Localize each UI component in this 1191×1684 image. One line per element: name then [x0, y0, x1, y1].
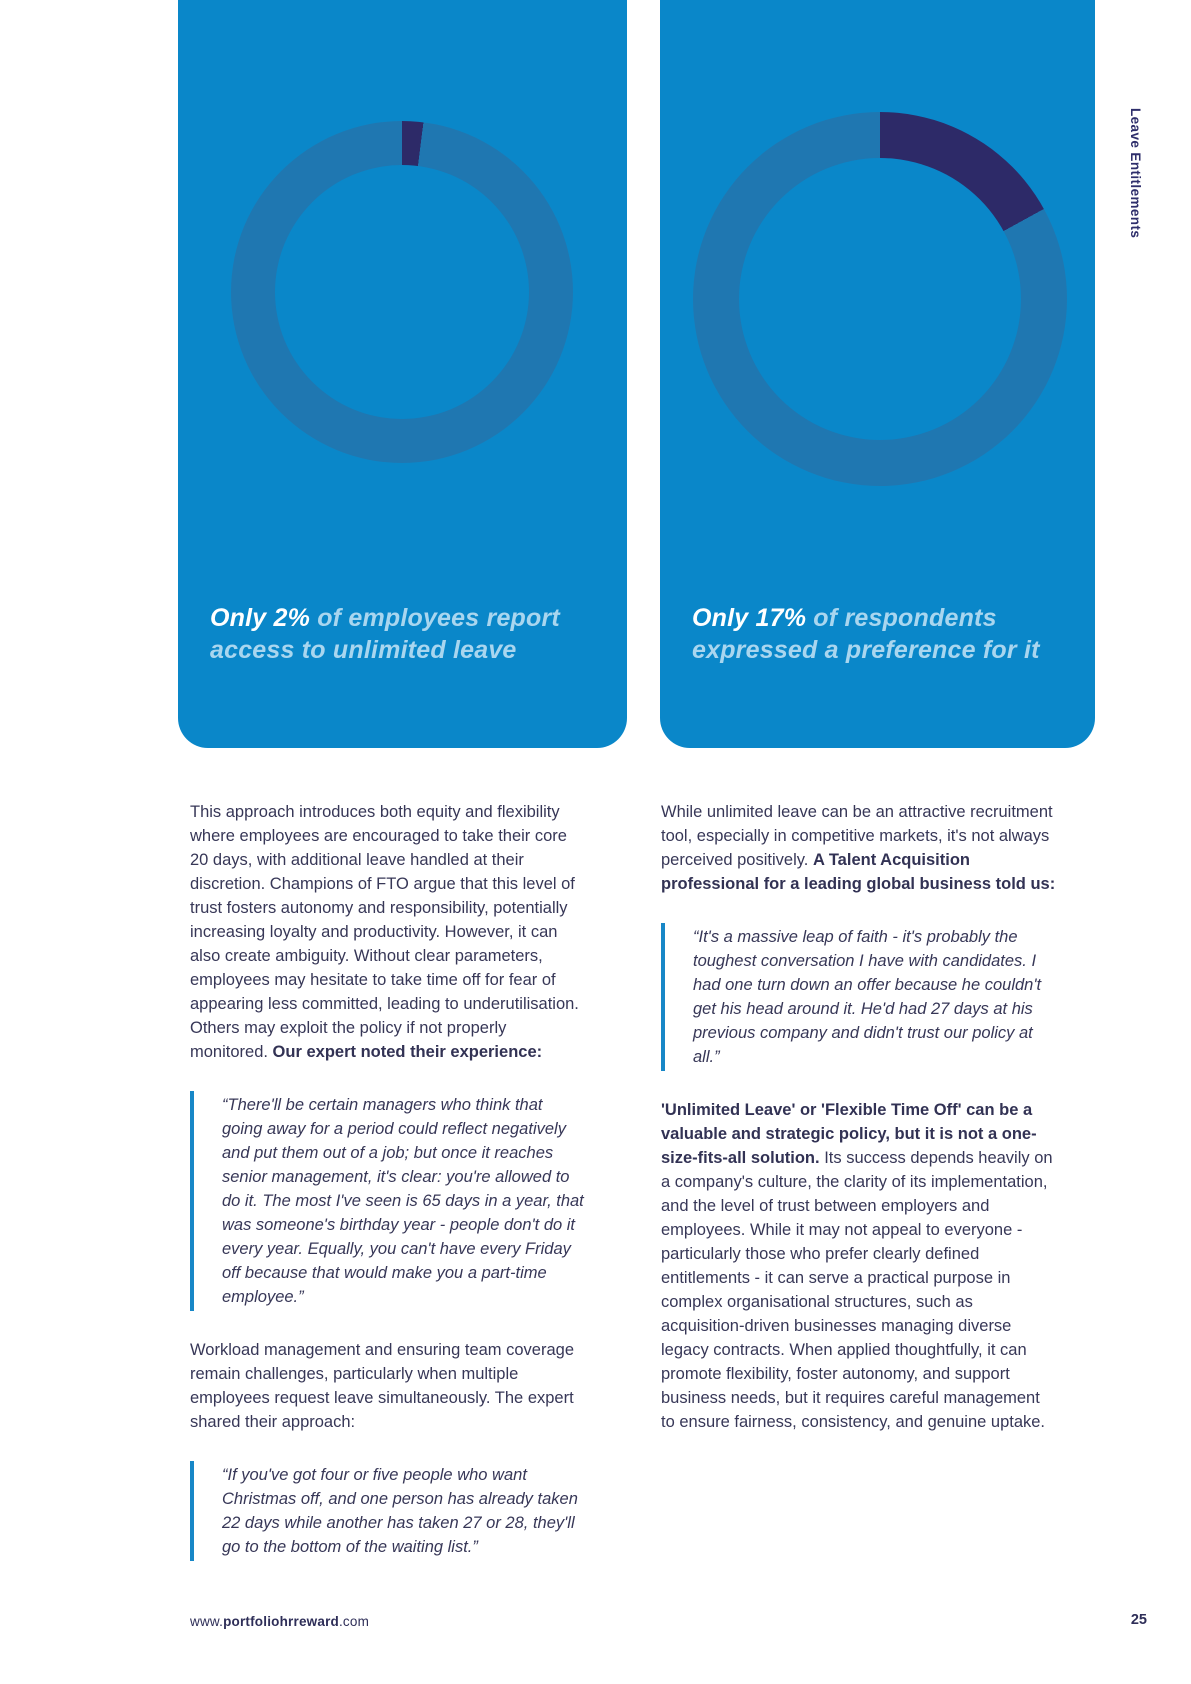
donut-hole — [739, 158, 1021, 440]
url-prefix: www. — [190, 1614, 224, 1629]
url-domain: portfoliohrreward — [223, 1614, 339, 1629]
donut-hole — [275, 165, 529, 419]
headline-stat-value: Only 2% — [210, 604, 311, 632]
card-headline — [210, 602, 605, 666]
expert-quote — [661, 923, 1057, 1071]
paragraph — [190, 1338, 585, 1434]
url-suffix: .com — [338, 1614, 370, 1629]
right-text-column — [661, 800, 1057, 1434]
footer-website-link[interactable] — [190, 1614, 369, 1629]
page-number: 25 — [1130, 1612, 1147, 1628]
headline-stat-text: of employees report access to unlimited leave — [210, 604, 560, 664]
left-text-column — [190, 800, 585, 1588]
headline-stat-text: of respondents expressed a preference for it — [692, 604, 1040, 664]
donut-chart-unlimited-leave-access — [231, 121, 573, 463]
paragraph — [190, 800, 585, 1064]
card-headline — [692, 602, 1073, 666]
headline-stat-value: Only 17% — [692, 604, 807, 632]
paragraph — [661, 1098, 1057, 1434]
quote-text: “It's a massive leap of faith - it's probably the toughest conversation I have with candidates. I had one turn down an offer because he couldn't get his head around it. He'd had 27 days at his previous company and didn't trust our policy at all.” — [693, 928, 1042, 1066]
quote-text: “There'll be certain managers who think that going away for a period could reflect negatively and put them out of a job; but once it reaches senior management, it's clear: you're allowed to do it. The most I've seen is 65 days in a year, that was someone's birthday year - people don't do it every year. Equally, you can't have every Friday off because that would make you a part-time employee.” — [222, 1096, 584, 1306]
stat-card-preference — [660, 0, 1095, 748]
section-label-vertical: Leave Entitlements — [1128, 108, 1143, 239]
paragraph-bold-leadout: A Talent Acquisition professional for a leading global business told us: — [661, 851, 1056, 893]
paragraph-bold-leadin: 'Unlimited Leave' or 'Flexible Time Off' can be a valuable and strategic policy, but it is not a one-size-fits-all solution. — [661, 1101, 1037, 1167]
paragraph-text: While unlimited leave can be an attractive recruitment tool, especially in competitive markets, it's not always perceived positively. — [661, 803, 1053, 869]
stat-card-unlimited-leave — [178, 0, 627, 748]
paragraph-text: Workload management and ensuring team coverage remain challenges, particularly when multiple employees request leave simultaneously. The expert shared their approach: — [190, 1341, 575, 1431]
donut-chart-preference — [693, 112, 1067, 486]
expert-quote — [190, 1091, 585, 1311]
quote-text: “If you've got four or five people who want Christmas off, and one person has already taken 22 days while another has taken 27 or 28, they'll go to the bottom of the waiting list.” — [222, 1466, 578, 1556]
paragraph-text: Its success depends heavily on a company's culture, the clarity of its implementation, and the level of trust between employers and employees. While it may not appeal to everyone - particularly those who prefer clearly defined entitlements - it can serve a practical purpose in complex organisational structures, such as acquisition-driven businesses managing diverse legacy contracts. When applied thoughtfully, it can promote flexibility, foster autonomy, and support business needs, but it requires careful management to ensure fairness, consistency, and genuine uptake. — [661, 1149, 1053, 1431]
paragraph-text: This approach introduces both equity and flexibility where employees are encouraged to take their core 20 days, with additional leave handled at their discretion. Champions of FTO argue that this level of trust fosters autonomy and responsibility, potentially increasing loyalty and productivity. However, it can also create ambiguity. Without clear parameters, employees may hesitate to take time off for fear of appearing less committed, leading to underutilisation. Others may exploit the policy if not properly monitored. — [190, 803, 579, 1061]
paragraph — [661, 800, 1057, 896]
paragraph-bold-leadout: Our expert noted their experience: — [272, 1043, 543, 1061]
expert-quote — [190, 1461, 585, 1561]
